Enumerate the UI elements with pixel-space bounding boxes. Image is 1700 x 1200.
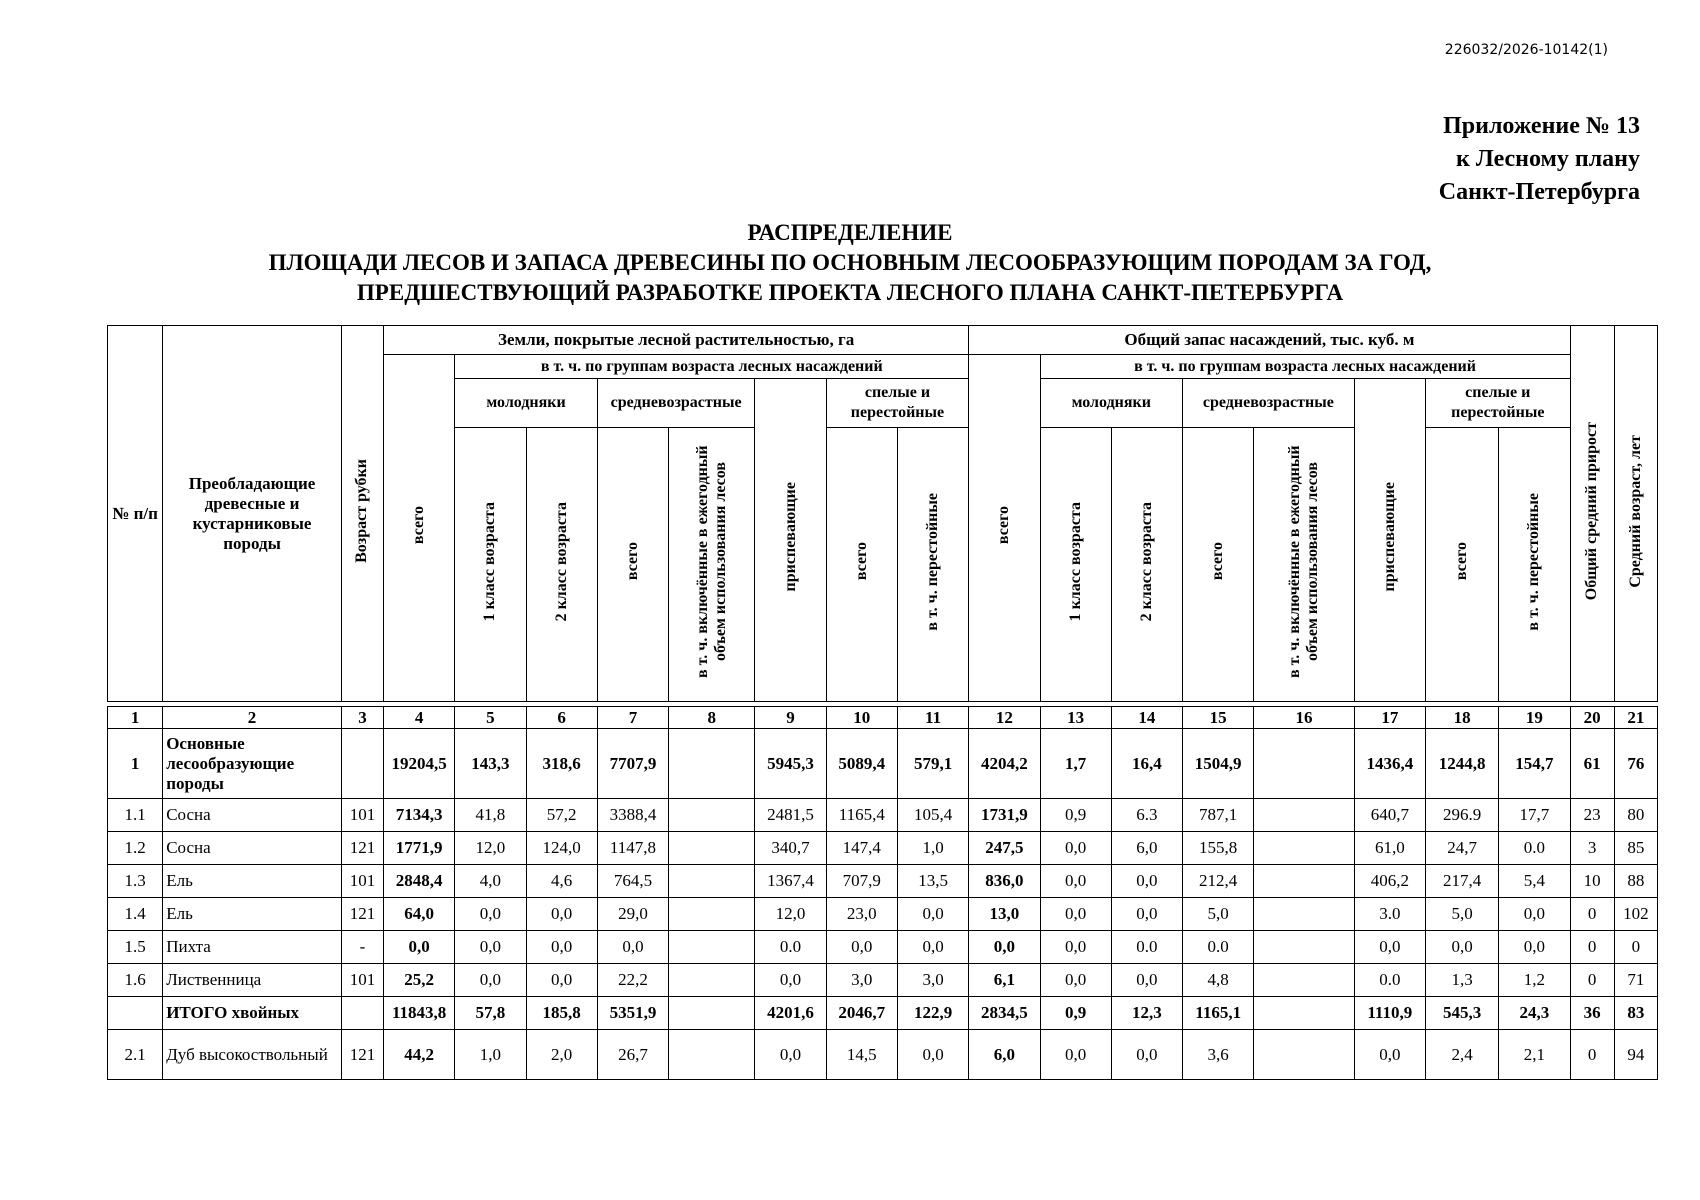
header-growth: Общий средний прирост bbox=[1570, 326, 1614, 702]
value-cell bbox=[1254, 865, 1354, 898]
header-no: № п/п bbox=[108, 326, 163, 702]
value-cell: 640,7 bbox=[1354, 799, 1425, 832]
value-cell bbox=[1254, 964, 1354, 997]
value-cell: 0,0 bbox=[897, 931, 968, 964]
value-cell bbox=[1254, 997, 1354, 1030]
value-cell: 121 bbox=[341, 1030, 383, 1080]
value-cell bbox=[669, 964, 755, 997]
header-stock-by-age: в т. ч. по группам возраста лесных насаждений bbox=[1040, 355, 1570, 379]
value-cell: 185,8 bbox=[526, 997, 597, 1030]
value-cell: 122,9 bbox=[897, 997, 968, 1030]
column-number: 5 bbox=[455, 707, 526, 729]
value-cell bbox=[341, 729, 383, 799]
header-stock-mature: спелые и перестойные bbox=[1425, 379, 1570, 428]
value-cell: 85 bbox=[1614, 832, 1657, 865]
value-cell: 94 bbox=[1614, 1030, 1657, 1080]
value-cell: 105,4 bbox=[897, 799, 968, 832]
value-cell: 1,2 bbox=[1499, 964, 1570, 997]
value-cell bbox=[669, 832, 755, 865]
value-cell: 707,9 bbox=[826, 865, 897, 898]
column-number: 10 bbox=[826, 707, 897, 729]
value-cell: 76 bbox=[1614, 729, 1657, 799]
table-body bbox=[108, 729, 1658, 1080]
value-cell: 0,0 bbox=[1040, 964, 1111, 997]
value-cell: 57,8 bbox=[455, 997, 526, 1030]
value-cell: 24,7 bbox=[1425, 832, 1498, 865]
value-cell: 2,4 bbox=[1425, 1030, 1498, 1080]
value-cell: 0.0 bbox=[1111, 931, 1182, 964]
value-cell bbox=[1254, 832, 1354, 865]
value-cell: 11843,8 bbox=[384, 997, 455, 1030]
value-cell: 71 bbox=[1614, 964, 1657, 997]
value-cell: 7707,9 bbox=[597, 729, 668, 799]
species-cell: Ель bbox=[163, 898, 342, 931]
value-cell: 5351,9 bbox=[597, 997, 668, 1030]
value-cell: 16,4 bbox=[1111, 729, 1182, 799]
value-cell: 23 bbox=[1570, 799, 1614, 832]
value-cell: 121 bbox=[341, 898, 383, 931]
value-cell: 147,4 bbox=[826, 832, 897, 865]
header-area-young: молодняки bbox=[455, 379, 598, 428]
value-cell: 0,0 bbox=[526, 898, 597, 931]
value-cell: 1504,9 bbox=[1183, 729, 1254, 799]
value-cell: 102 bbox=[1614, 898, 1657, 931]
header-area-by-age: в т. ч. по группам возраста лесных насаждений bbox=[455, 355, 969, 379]
value-cell: 3,0 bbox=[826, 964, 897, 997]
value-cell: 0,0 bbox=[1111, 898, 1182, 931]
header-area-class1: 1 класс возраста bbox=[455, 428, 526, 702]
row-number-cell: 1 bbox=[108, 729, 163, 799]
value-cell: 0,0 bbox=[1425, 931, 1498, 964]
row-number-cell: 2.1 bbox=[108, 1030, 163, 1080]
value-cell: 121 bbox=[341, 832, 383, 865]
table-row bbox=[108, 1030, 1658, 1080]
value-cell: 787,1 bbox=[1183, 799, 1254, 832]
title-line-3: ПРЕДШЕСТВУЮЩИЙ РАЗРАБОТКЕ ПРОЕКТА ЛЕСНОГО ПЛАНА САНКТ-ПЕТЕРБУРГА bbox=[356, 280, 1344, 305]
table-row bbox=[108, 898, 1658, 931]
table-row bbox=[108, 931, 1658, 964]
value-cell bbox=[1254, 1030, 1354, 1080]
value-cell: 217,4 bbox=[1425, 865, 1498, 898]
value-cell: 5,0 bbox=[1425, 898, 1498, 931]
column-number: 1 bbox=[108, 707, 163, 729]
header-area-class2: 2 класс возраста bbox=[526, 428, 597, 702]
column-numbers-row bbox=[108, 707, 1658, 729]
column-number: 4 bbox=[384, 707, 455, 729]
table-row bbox=[108, 997, 1658, 1030]
value-cell: 545,3 bbox=[1425, 997, 1498, 1030]
value-cell: 4,6 bbox=[526, 865, 597, 898]
appendix-label bbox=[1439, 110, 1640, 209]
species-cell: Сосна bbox=[163, 799, 342, 832]
value-cell: 17,7 bbox=[1499, 799, 1570, 832]
value-cell: 6.3 bbox=[1111, 799, 1182, 832]
value-cell: 0,9 bbox=[1040, 799, 1111, 832]
value-cell: 0,0 bbox=[897, 1030, 968, 1080]
header-stock-incl-annual: в т. ч. включённые в ежегодный объем использования лесов bbox=[1254, 428, 1354, 702]
value-cell: 1436,4 bbox=[1354, 729, 1425, 799]
value-cell: 0,0 bbox=[897, 898, 968, 931]
table-row bbox=[108, 865, 1658, 898]
value-cell: 0,0 bbox=[1040, 832, 1111, 865]
value-cell: 1244,8 bbox=[1425, 729, 1498, 799]
value-cell: 0.0 bbox=[1499, 832, 1570, 865]
header-avg-age: Средний возраст, лет bbox=[1614, 326, 1657, 702]
value-cell: 3388,4 bbox=[597, 799, 668, 832]
value-cell bbox=[1254, 931, 1354, 964]
document-number: 226032/2026-10142(1) bbox=[1444, 42, 1608, 58]
value-cell: 1165,1 bbox=[1183, 997, 1254, 1030]
value-cell: 14,5 bbox=[826, 1030, 897, 1080]
value-cell: 19204,5 bbox=[384, 729, 455, 799]
value-cell: 1,0 bbox=[897, 832, 968, 865]
species-cell: Дуб высокоствольный bbox=[163, 1030, 342, 1080]
column-number: 16 bbox=[1254, 707, 1354, 729]
value-cell: 61,0 bbox=[1354, 832, 1425, 865]
value-cell: 25,2 bbox=[384, 964, 455, 997]
column-number: 11 bbox=[897, 707, 968, 729]
row-number-cell: 1.4 bbox=[108, 898, 163, 931]
value-cell: 101 bbox=[341, 799, 383, 832]
value-cell: 836,0 bbox=[969, 865, 1040, 898]
header-stock-group: Общий запас насаждений, тыс. куб. м bbox=[969, 326, 1570, 355]
value-cell: 88 bbox=[1614, 865, 1657, 898]
value-cell: 26,7 bbox=[597, 1030, 668, 1080]
value-cell: 22,2 bbox=[597, 964, 668, 997]
value-cell: 2481,5 bbox=[755, 799, 826, 832]
value-cell: 12,0 bbox=[755, 898, 826, 931]
value-cell: 764,5 bbox=[597, 865, 668, 898]
value-cell bbox=[669, 898, 755, 931]
value-cell: 1367,4 bbox=[755, 865, 826, 898]
value-cell: 0,0 bbox=[826, 931, 897, 964]
column-number: 19 bbox=[1499, 707, 1570, 729]
value-cell: 0,0 bbox=[526, 964, 597, 997]
value-cell bbox=[669, 729, 755, 799]
value-cell: 1731,9 bbox=[969, 799, 1040, 832]
value-cell: 0,0 bbox=[1354, 1030, 1425, 1080]
table-row bbox=[108, 964, 1658, 997]
header-stock-class2: 2 класс возраста bbox=[1111, 428, 1182, 702]
value-cell bbox=[1254, 729, 1354, 799]
value-cell: 0,0 bbox=[455, 964, 526, 997]
value-cell: 1165,4 bbox=[826, 799, 897, 832]
table-row bbox=[108, 832, 1658, 865]
value-cell: 0,0 bbox=[1040, 931, 1111, 964]
column-number: 15 bbox=[1183, 707, 1254, 729]
value-cell: 4204,2 bbox=[969, 729, 1040, 799]
value-cell: 0 bbox=[1570, 964, 1614, 997]
column-number: 14 bbox=[1111, 707, 1182, 729]
column-number: 6 bbox=[526, 707, 597, 729]
header-stock-middle: средневозрастные bbox=[1183, 379, 1355, 428]
value-cell: 1771,9 bbox=[384, 832, 455, 865]
value-cell: 41,8 bbox=[455, 799, 526, 832]
value-cell: 1147,8 bbox=[597, 832, 668, 865]
value-cell: 13,5 bbox=[897, 865, 968, 898]
value-cell: 5,0 bbox=[1183, 898, 1254, 931]
value-cell: 0,0 bbox=[1111, 1030, 1182, 1080]
value-cell: 0,0 bbox=[1040, 1030, 1111, 1080]
value-cell: 12,0 bbox=[455, 832, 526, 865]
value-cell: 5,4 bbox=[1499, 865, 1570, 898]
column-number: 12 bbox=[969, 707, 1040, 729]
value-cell: 2834,5 bbox=[969, 997, 1040, 1030]
value-cell: 4201,6 bbox=[755, 997, 826, 1030]
document-title bbox=[100, 218, 1600, 308]
value-cell: 124,0 bbox=[526, 832, 597, 865]
value-cell bbox=[669, 931, 755, 964]
value-cell: 0,0 bbox=[1499, 931, 1570, 964]
value-cell: 5945,3 bbox=[755, 729, 826, 799]
value-cell bbox=[1254, 799, 1354, 832]
table-row bbox=[108, 799, 1658, 832]
header-stock-total: всего bbox=[969, 355, 1040, 702]
column-number: 9 bbox=[755, 707, 826, 729]
header-stock-mature-total: всего bbox=[1425, 428, 1498, 702]
species-cell: Пихта bbox=[163, 931, 342, 964]
value-cell: 0,0 bbox=[1040, 865, 1111, 898]
value-cell bbox=[669, 799, 755, 832]
value-cell: 0,0 bbox=[1499, 898, 1570, 931]
column-number: 20 bbox=[1570, 707, 1614, 729]
header-area-incl-annual: в т. ч. включённые в ежегодный объем использования лесов bbox=[669, 428, 755, 702]
value-cell: 36 bbox=[1570, 997, 1614, 1030]
value-cell bbox=[669, 997, 755, 1030]
value-cell bbox=[1254, 898, 1354, 931]
value-cell: 3,0 bbox=[897, 964, 968, 997]
appendix-line-3: Санкт-Петербурга bbox=[1438, 179, 1640, 205]
species-cell: Основные лесообразующие породы bbox=[163, 729, 342, 799]
header-area-total: всего bbox=[384, 355, 455, 702]
row-number-cell: 1.3 bbox=[108, 865, 163, 898]
value-cell: 12,3 bbox=[1111, 997, 1182, 1030]
value-cell: 57,2 bbox=[526, 799, 597, 832]
value-cell: 13,0 bbox=[969, 898, 1040, 931]
header-area-incl-over: в т. ч. перестойные bbox=[897, 428, 968, 702]
value-cell: 4,8 bbox=[1183, 964, 1254, 997]
value-cell: 10 bbox=[1570, 865, 1614, 898]
row-number-cell bbox=[108, 997, 163, 1030]
appendix-line-1: Приложение № 13 bbox=[1443, 113, 1640, 139]
value-cell: 0.0 bbox=[755, 931, 826, 964]
header-area-ripening: приспевающие bbox=[755, 379, 826, 702]
value-cell: 0,0 bbox=[455, 931, 526, 964]
value-cell: 24,3 bbox=[1499, 997, 1570, 1030]
value-cell: 579,1 bbox=[897, 729, 968, 799]
distribution-table bbox=[107, 325, 1658, 1080]
value-cell: 0,0 bbox=[1111, 964, 1182, 997]
species-cell: Ель bbox=[163, 865, 342, 898]
value-cell: 7134,3 bbox=[384, 799, 455, 832]
value-cell: 154,7 bbox=[1499, 729, 1570, 799]
table-row bbox=[108, 729, 1658, 799]
value-cell: 44,2 bbox=[384, 1030, 455, 1080]
value-cell: 1,3 bbox=[1425, 964, 1498, 997]
value-cell: 1,7 bbox=[1040, 729, 1111, 799]
value-cell: 61 bbox=[1570, 729, 1614, 799]
value-cell: 2,0 bbox=[526, 1030, 597, 1080]
value-cell: 23,0 bbox=[826, 898, 897, 931]
value-cell: 0.0 bbox=[1183, 931, 1254, 964]
value-cell: 2046,7 bbox=[826, 997, 897, 1030]
value-cell: 0,0 bbox=[755, 1030, 826, 1080]
header-area-middle: средневозрастные bbox=[597, 379, 755, 428]
value-cell: 5089,4 bbox=[826, 729, 897, 799]
value-cell: - bbox=[341, 931, 383, 964]
value-cell: 6,1 bbox=[969, 964, 1040, 997]
header-area-mature: спелые и перестойные bbox=[826, 379, 969, 428]
value-cell: 0,0 bbox=[755, 964, 826, 997]
header-species: Преобладающие древесные и кустарниковые породы bbox=[163, 326, 342, 702]
header-stock-incl-over: в т. ч. перестойные bbox=[1499, 428, 1570, 702]
value-cell: 0,0 bbox=[1040, 898, 1111, 931]
value-cell: 3.0 bbox=[1354, 898, 1425, 931]
value-cell: 0,0 bbox=[455, 898, 526, 931]
value-cell bbox=[669, 865, 755, 898]
value-cell: 296.9 bbox=[1425, 799, 1498, 832]
value-cell: 0,0 bbox=[1354, 931, 1425, 964]
value-cell: 247,5 bbox=[969, 832, 1040, 865]
value-cell: 101 bbox=[341, 964, 383, 997]
title-line-1: РАСПРЕДЕЛЕНИЕ bbox=[747, 220, 953, 245]
value-cell: 0 bbox=[1570, 1030, 1614, 1080]
value-cell: 1,0 bbox=[455, 1030, 526, 1080]
column-number: 18 bbox=[1425, 707, 1498, 729]
appendix-line-2: к Лесному плану bbox=[1456, 146, 1640, 172]
value-cell: 155,8 bbox=[1183, 832, 1254, 865]
title-line-2: ПЛОЩАДИ ЛЕСОВ И ЗАПАСА ДРЕВЕСИНЫ ПО ОСНОВНЫМ ЛЕСООБРАЗУЮЩИМ ПОРОДАМ ЗА ГОД, bbox=[268, 250, 1432, 275]
value-cell bbox=[341, 997, 383, 1030]
value-cell: 0 bbox=[1570, 931, 1614, 964]
column-number: 17 bbox=[1354, 707, 1425, 729]
value-cell: 0.0 bbox=[1354, 964, 1425, 997]
column-number: 7 bbox=[597, 707, 668, 729]
column-number: 3 bbox=[341, 707, 383, 729]
value-cell: 3 bbox=[1570, 832, 1614, 865]
value-cell: 0 bbox=[1614, 931, 1657, 964]
header-area-mature-total: всего bbox=[826, 428, 897, 702]
value-cell: 212,4 bbox=[1183, 865, 1254, 898]
value-cell: 4,0 bbox=[455, 865, 526, 898]
species-cell: ИТОГО хвойных bbox=[163, 997, 342, 1030]
header-area-group: Земли, покрытые лесной растительностью, га bbox=[384, 326, 969, 355]
value-cell: 0,0 bbox=[969, 931, 1040, 964]
value-cell: 83 bbox=[1614, 997, 1657, 1030]
value-cell: 6,0 bbox=[969, 1030, 1040, 1080]
value-cell: 0,0 bbox=[1111, 865, 1182, 898]
value-cell: 80 bbox=[1614, 799, 1657, 832]
row-number-cell: 1.2 bbox=[108, 832, 163, 865]
value-cell: 318,6 bbox=[526, 729, 597, 799]
value-cell: 0,0 bbox=[597, 931, 668, 964]
value-cell: 64,0 bbox=[384, 898, 455, 931]
row-number-cell: 1.6 bbox=[108, 964, 163, 997]
value-cell bbox=[669, 1030, 755, 1080]
header-stock-ripening: приспевающие bbox=[1354, 379, 1425, 702]
value-cell: 143,3 bbox=[455, 729, 526, 799]
value-cell: 340,7 bbox=[755, 832, 826, 865]
value-cell: 406,2 bbox=[1354, 865, 1425, 898]
column-number: 2 bbox=[163, 707, 342, 729]
value-cell: 1110,9 bbox=[1354, 997, 1425, 1030]
species-cell: Лиственница bbox=[163, 964, 342, 997]
row-number-cell: 1.1 bbox=[108, 799, 163, 832]
value-cell: 101 bbox=[341, 865, 383, 898]
column-number: 8 bbox=[669, 707, 755, 729]
value-cell: 0 bbox=[1570, 898, 1614, 931]
value-cell: 2848,4 bbox=[384, 865, 455, 898]
value-cell: 29,0 bbox=[597, 898, 668, 931]
value-cell: 0,9 bbox=[1040, 997, 1111, 1030]
value-cell: 0,0 bbox=[526, 931, 597, 964]
header-stock-young: молодняки bbox=[1040, 379, 1183, 428]
value-cell: 0,0 bbox=[384, 931, 455, 964]
header-area-middle-total: всего bbox=[597, 428, 668, 702]
species-cell: Сосна bbox=[163, 832, 342, 865]
header-stock-class1: 1 класс возраста bbox=[1040, 428, 1111, 702]
value-cell: 3,6 bbox=[1183, 1030, 1254, 1080]
value-cell: 2,1 bbox=[1499, 1030, 1570, 1080]
header-cutting-age: Возраст рубки bbox=[341, 326, 383, 702]
header-stock-middle-total: всего bbox=[1183, 428, 1254, 702]
row-number-cell: 1.5 bbox=[108, 931, 163, 964]
value-cell: 6,0 bbox=[1111, 832, 1182, 865]
column-number: 21 bbox=[1614, 707, 1657, 729]
column-number: 13 bbox=[1040, 707, 1111, 729]
